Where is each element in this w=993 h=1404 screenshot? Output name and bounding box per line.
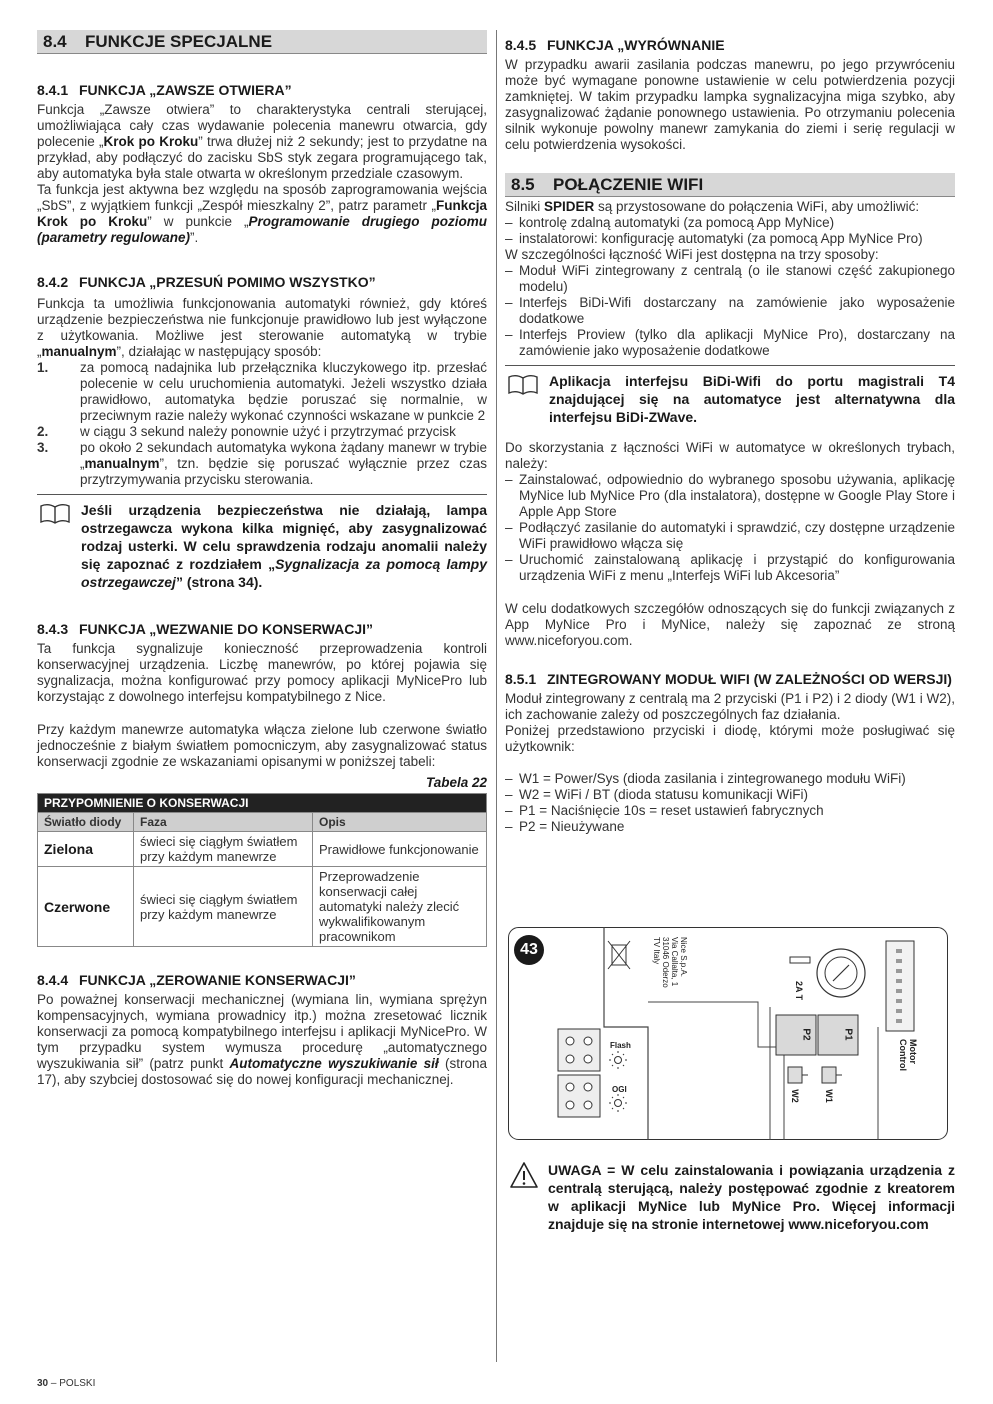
company-line: Nice S.p.A. xyxy=(679,937,688,978)
column-header: Światło diody xyxy=(38,813,134,832)
text: (strona 17), aby szybciej dostosować się do nowej konfiguracji mechanicznej. xyxy=(37,1056,488,1087)
list-item: – instalatorowi: konfigurację automatyki (za pomocą App MyNice Pro) xyxy=(505,231,955,247)
figure-number-badge: 43 xyxy=(514,935,544,965)
heading-number: 8.4.3 xyxy=(37,621,69,637)
label-fuse: 2A T xyxy=(794,981,804,1001)
list-item xyxy=(37,424,487,440)
heading-8-4-4 xyxy=(37,972,487,989)
right-column xyxy=(505,30,955,835)
text: są przystosowane do połączenia WiFi, aby umożliwić: xyxy=(594,199,920,214)
heading-number: 8.4.4 xyxy=(37,972,69,988)
section-title: FUNKCJE SPECJALNE xyxy=(85,32,273,51)
label-w2: W2 xyxy=(789,1089,800,1103)
heading-title: FUNKCJA „ZAWSZE OTWIERA” xyxy=(79,82,292,98)
item-number: 3. xyxy=(37,440,49,455)
bullet-list xyxy=(505,215,955,247)
list-item: – Uruchomić zainstalowaną aplikację i przystąpić do konfigurowania urządzenia WiFi z menu „Interfejs WiFi lub Akcesoria” xyxy=(505,552,955,584)
text: Silniki xyxy=(505,199,545,214)
section-8-5-header xyxy=(505,173,955,197)
heading-number: 8.5.1 xyxy=(505,671,537,687)
numbered-list xyxy=(37,360,487,488)
bullet-list xyxy=(505,263,955,359)
paragraph xyxy=(37,182,487,246)
list-item: – Interfejs BiDi-Wifi dostarczany na zamówienie jako wyposażenie dodatkowe xyxy=(505,295,955,327)
table-cell: Przeprowadzenie konserwacji całej automatyki należy zlecić wykwalifikowanym pracownikom xyxy=(313,867,487,947)
table-cell: Czerwone xyxy=(38,867,134,947)
heading-number: 8.4.1 xyxy=(37,82,69,98)
paragraph xyxy=(505,199,955,215)
text: za pomocą nadajnika lub przełącznika kluczykowego itp. przesłać polecenie w celu uruchomienia automatyki. Jeżeli wszystko działa prawidłowo, automatyka będzie poruszać się normalnie, w przeciwnym razie należy wykonać czynności wskazane w punkcie 2 xyxy=(80,360,487,423)
heading-8-4-2 xyxy=(37,274,487,291)
list-item: – W2 = WiFi / BT (dioda statusu komunikacji WiFi) xyxy=(505,787,955,803)
note-text: ” (strona 34). xyxy=(175,574,263,590)
note-text: Jeśli urządzenia bezpieczeństwa nie działają, lampa ostrzegawcza wykona kilka mignięć, aby zasygnalizować rodzaj usterki. W celu sprawdzenia rodzaju anomalii należy się zapoznać z rozdziałem „ xyxy=(81,502,487,572)
label-line: Control xyxy=(898,1039,908,1071)
text: Po poważnej konserwacji mechanicznej (wymiana lin, wymiana sprężyn kompensacyjnych, wymiana prowadnicy itp.) można zresetować licznik konserwacji za pomocą kompatybilnego interfejsu i aplikacji MyNicePro. W tym przypadku system wymusza procedurę „automatycznego wyszukiwania sił” (patrz punkt xyxy=(37,992,487,1071)
list-item: – Interfejs Proview (tylko dla aplikacji MyNice Pro), dostarczany na zamówienie jako wyposażenie dodatkowe xyxy=(505,327,955,359)
book-icon xyxy=(39,503,71,529)
bold-italic-text: Automatyczne wyszukiwanie sił xyxy=(229,1056,439,1071)
list-item: – W1 = Power/Sys (dioda zasilania i zintegrowanego modułu WiFi) xyxy=(505,771,955,787)
company-line: Via Callalta, 1 xyxy=(670,937,679,987)
section-8-4-header xyxy=(37,30,487,54)
label-ogi: OGI xyxy=(612,1085,627,1094)
table-cell: świeci się ciągłym światłem przy każdym manewrze xyxy=(134,832,313,867)
label-motor-control xyxy=(898,1039,918,1071)
bold-text: Funkcja Krok po Kroku xyxy=(37,198,487,229)
table-cell: Zielona xyxy=(38,832,134,867)
note-text-italic: Sygnalizacja za pomocą lampy ostrzegawczej xyxy=(81,556,487,590)
text: ”, działając w następujący sposób: xyxy=(116,344,322,359)
column-header: Opis xyxy=(313,813,487,832)
warning-icon xyxy=(509,1161,539,1194)
paragraph xyxy=(37,102,487,182)
page-footer xyxy=(37,1378,95,1389)
heading-8-4-5 xyxy=(505,37,955,54)
warning-text: UWAGA = W celu zainstalowania i powiązania urządzenia z centralą sterującą, należy postępować zgodnie z kreatorem w aplikacji MyNice lub MyNice Pro. Więcej informacji znajduje się na stronie internetowej www.niceforyou.com xyxy=(548,1162,955,1232)
paragraph: Moduł zintegrowany z centralą ma 2 przyciski (P1 i P2) i 2 diody (W1 i W2), ich zachowanie zależy od poszczególnych faz działania. xyxy=(505,691,955,722)
label-line: Motor xyxy=(908,1039,918,1064)
label-p2: P2 xyxy=(800,1028,812,1041)
heading-title: FUNKCJA „PRZESUŃ POMIMO WSZYSTKO” xyxy=(79,274,376,290)
table-row xyxy=(38,867,487,947)
item-number: 1. xyxy=(37,360,49,375)
list-item xyxy=(37,440,487,488)
text: ” trwa dłużej niż 2 sekundy; jest to przydatne na przykład, aby podłączyć do zacisku SbS styk zegara programującego tak, aby automatyka była stale otwarta w określonym przedziale czasowym. xyxy=(37,134,487,181)
maintenance-table xyxy=(37,793,487,947)
label-flash: Flash xyxy=(610,1041,631,1050)
footer-language: – POLSKI xyxy=(48,1378,96,1389)
column-header: Faza xyxy=(134,813,313,832)
item-number: 2. xyxy=(37,424,49,439)
paragraph xyxy=(37,992,487,1088)
warning-box xyxy=(505,1161,955,1233)
table-cell: Prawidłowe funkcjonowanie xyxy=(313,832,487,867)
note-text: Aplikacja interfejsu BiDi-Wifi do portu magistrali T4 znajdującej się na automatyce jest alternatywna dla interfejsu BiDi-ZWave. xyxy=(549,373,955,425)
text: Ta funkcja jest aktywna bez względu na sposób zaprogramowania wejścia „SbS”, z wyjątkiem funkcji „Zespół mieszkalny 2”, patrz parametr „ xyxy=(37,182,487,213)
heading-title: ZINTEGROWANY MODUŁ WIFI (W ZALEŻNOŚCI OD WERSJI) xyxy=(547,671,952,687)
heading-title: FUNKCJA „WYRÓWNANIE xyxy=(547,37,725,53)
label-p1: P1 xyxy=(842,1028,854,1041)
paragraph: Do skorzystania z łączności WiFi w automatyce w określonych trybach, należy: xyxy=(505,440,955,471)
text: ” w punkcie „ xyxy=(147,214,249,229)
paragraph: W przypadku awarii zasilania podczas manewru, po jego przywróceniu może być wymagane ponowne ustawienie w celu potwierdzenia pozycji zamkniętej. W takim przypadku lampka sygnalizacyjna miga szybko, aby zasygnalizować żądanie ponownego ustawienia. Po otrzymaniu polecenia silnik wykonuje powolny manewr zamykania do ziemi i serię regulacji w celu potwierdzenia wysokości. xyxy=(505,57,955,152)
table-caption: Tabela 22 xyxy=(425,775,487,790)
text: Funkcja „Zawsze otwiera” to charakterystyka centrali sterującej, umożliwiająca cały czas wydawanie polecenia manewru otwarcia, gdy polecenie „ xyxy=(37,102,487,149)
bold-text: manualnym xyxy=(41,344,117,359)
heading-8-4-3 xyxy=(37,621,487,638)
bold-text: manualnym xyxy=(84,456,160,471)
heading-8-5-1 xyxy=(505,671,955,688)
board-diagram xyxy=(508,927,948,1140)
heading-8-4-1 xyxy=(37,82,487,99)
paragraph: Przy każdym manewrze automatyka włącza zielone lub czerwone światło jednocześnie z białym światłem pomocniczym, aby zasygnalizować status konserwacji zgodnie ze wskazaniami opisanymi w poniższej tabeli: xyxy=(37,722,487,769)
list-item: – P1 = Naciśnięcie 10s = reset ustawień fabrycznych xyxy=(505,803,955,819)
table-cell: świeci się ciągłym światłem przy każdym manewrze xyxy=(134,867,313,947)
book-icon xyxy=(507,374,539,400)
page-number: 30 xyxy=(37,1378,49,1389)
list-item: – Moduł WiFi zintegrowany z centralą (o ile stanowi część zakupionego modelu) xyxy=(505,263,955,295)
list-item: – Zainstalować, odpowiednio do wybranego sposobu używania, aplikację MyNice lub MyNice Pro (dla instalatora), dostępne w Google Play Store i Apple App Store xyxy=(505,472,955,520)
table-title: PRZYPOMNIENIE O KONSERWACJI xyxy=(38,794,487,813)
section-number: 8.4 xyxy=(43,32,67,51)
company-line: 31046 Oderzo xyxy=(661,937,670,988)
paragraph: Ta funkcja sygnalizuje konieczność przeprowadzenia kontroli konserwacyjnej urządzenia. Liczbę manewrów, po której pojawia się sygnalizacja, można konfigurować przy pomocy aplikacji MyNicePro lub korzystając z dowolnego interfejsu kompatybilnego z Nice. xyxy=(37,641,487,704)
text: Funkcja ta umożliwia funkcjonowania automatyki również, gdy któreś urządzenie bezpieczeństwa nie funkcjonuje prawidłowo lub jest wyłączone z użytkowania. Możliwe jest sterowanie automatyką w trybie „ xyxy=(37,296,487,359)
heading-number: 8.4.5 xyxy=(505,37,537,53)
bullet-list xyxy=(505,771,955,835)
label-w1: W1 xyxy=(823,1089,834,1103)
left-column xyxy=(37,30,487,1088)
table-row xyxy=(38,832,487,867)
company-address xyxy=(638,937,698,997)
paragraph xyxy=(37,296,487,360)
text: w ciągu 3 sekund należy ponownie użyć i przytrzymać przycisk xyxy=(80,424,456,439)
bullet-list xyxy=(505,472,955,584)
list-item: – Podłączyć zasilanie do automatyki i sprawdzić, czy dostępne urządzenie WiFi prawidłowo włącza się xyxy=(505,520,955,552)
list-item: – kontrolę zdalną automatyki (za pomocą App MyNice) xyxy=(505,215,955,231)
paragraph: W szczególności łączność WiFi jest dostępna na trzy sposoby: xyxy=(505,247,879,262)
heading-title: FUNKCJA „WEZWANIE DO KONSERWACJI” xyxy=(79,621,374,637)
note-box xyxy=(505,372,955,426)
bold-text: Krok po Kroku xyxy=(103,134,199,149)
figure-43 xyxy=(508,927,948,1140)
heading-title: FUNKCJA „ZEROWANIE KONSERWACJI” xyxy=(79,972,356,988)
paragraph: Poniżej przedstawiono przyciski i diodę, którymi może posługiwać się użytkownik: xyxy=(505,723,955,754)
list-item xyxy=(37,360,487,424)
paragraph: W celu dodatkowych szczegółów odnoszących się do funkcji związanych z App MyNice Pro i MyNice, należy się zapoznać ze stroną www.niceforyou.com. xyxy=(505,601,955,648)
bold-italic-text: Programowanie drugiego poziomu (parametry regulowane) xyxy=(37,214,487,245)
section-number: 8.5 xyxy=(511,175,535,194)
list-item: – P2 = Nieużywane xyxy=(505,819,955,835)
column-divider xyxy=(496,30,497,1362)
company-line: TV Italy xyxy=(652,937,661,965)
bold-text: SPIDER xyxy=(544,199,595,214)
note-box xyxy=(37,501,487,591)
section-title: POŁĄCZENIE WIFI xyxy=(553,175,704,194)
heading-number: 8.4.2 xyxy=(37,274,69,290)
text: po około 2 sekundach automatyka wykona żądany manewr w trybie „ xyxy=(80,440,487,471)
text: ”, tzn. będzie się poruszać wyłącznie przez czas przytrzymywania przycisku sterowania. xyxy=(80,456,487,487)
text: ”. xyxy=(190,230,199,245)
